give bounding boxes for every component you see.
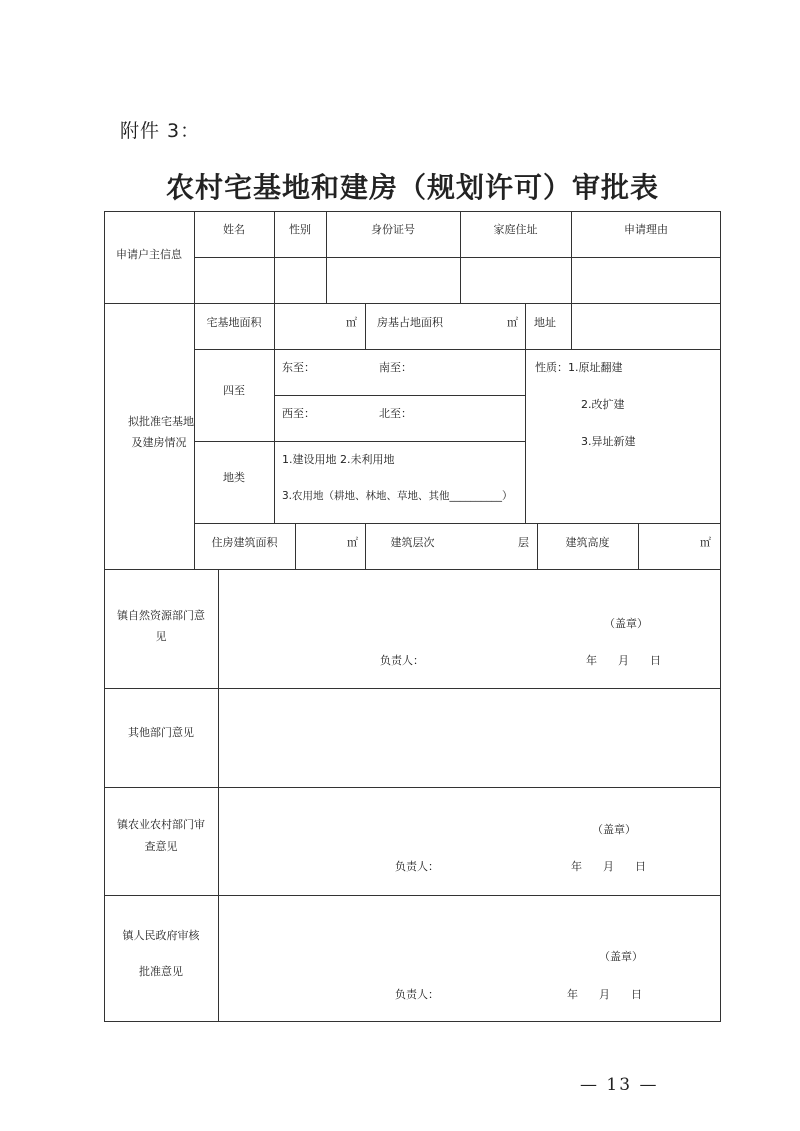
address-label: 地址 bbox=[534, 316, 556, 329]
building-area-label: 住房建筑面积 bbox=[211, 536, 278, 549]
nature-option-relocate: 3.异址新建 bbox=[581, 435, 636, 448]
column-header-id-number: 身份证号 bbox=[371, 223, 415, 236]
land-type-line1: 1.建设用地 2.未利用地 bbox=[282, 453, 395, 466]
grid-line bbox=[194, 523, 721, 524]
grid-line bbox=[295, 523, 296, 569]
seal-note: （盖章） bbox=[599, 950, 643, 963]
page-number: — 13 — bbox=[580, 1075, 659, 1095]
homestead-area-unit: ㎡ bbox=[346, 316, 357, 329]
land-type-label: 地类 bbox=[223, 471, 245, 484]
person-in-charge-label: 负责人： bbox=[380, 654, 424, 667]
approval-form-table bbox=[104, 211, 721, 1022]
applicant-info-label: 申请户主信息 bbox=[116, 248, 182, 261]
floors-label: 建筑层次 bbox=[390, 536, 435, 549]
grid-line bbox=[638, 523, 639, 569]
building-area-unit: ㎡ bbox=[347, 536, 358, 549]
proposed-section-label: 拟批准宅基地 bbox=[128, 415, 194, 428]
height-unit: ㎡ bbox=[700, 536, 711, 549]
grid-line bbox=[104, 787, 721, 788]
floors-unit: 层 bbox=[518, 536, 529, 549]
date-line: 年 月 日 bbox=[586, 654, 661, 667]
person-in-charge-label: 负责人： bbox=[395, 860, 439, 873]
north-boundary: 北至： bbox=[379, 407, 412, 420]
south-boundary: 南至： bbox=[379, 361, 412, 374]
grid-line bbox=[194, 441, 525, 442]
grid-line bbox=[104, 303, 721, 304]
homestead-area-label: 宅基地面积 bbox=[206, 316, 262, 329]
nature-label: 性质：1.原址翻建 bbox=[535, 361, 623, 374]
column-header-gender: 性别 bbox=[289, 223, 311, 236]
page-title: 农村宅基地和建房（规划许可）审批表 bbox=[165, 171, 659, 204]
seal-note: （盖章） bbox=[604, 617, 648, 630]
footprint-area-unit: ㎡ bbox=[507, 316, 518, 329]
proposed-section-label-line2: 及建房情况 bbox=[131, 436, 187, 449]
grid-line bbox=[104, 688, 721, 689]
column-header-name: 姓名 bbox=[223, 223, 245, 236]
west-boundary: 西至： bbox=[282, 407, 315, 420]
column-header-reason: 申请理由 bbox=[624, 223, 668, 236]
agriculture-opinion-label-line2: 查意见 bbox=[144, 840, 178, 853]
east-boundary: 东至： bbox=[282, 361, 315, 374]
grid-line bbox=[218, 569, 219, 1022]
column-header-home-address: 家庭住址 bbox=[493, 223, 538, 236]
attachment-label: 附件 3： bbox=[120, 120, 201, 142]
land-type-line2: 3.农用地（耕地、林地、草地、其他__________） bbox=[282, 490, 513, 502]
government-approval-label-line2: 批准意见 bbox=[139, 965, 183, 978]
date-line: 年 月 日 bbox=[567, 988, 642, 1001]
grid-line bbox=[525, 303, 526, 523]
boundaries-label: 四至 bbox=[223, 384, 245, 397]
nature-option-expand: 2.改扩建 bbox=[581, 398, 625, 411]
other-departments-opinion-label: 其他部门意见 bbox=[128, 726, 194, 739]
footprint-area-label: 房基占地面积 bbox=[377, 316, 443, 329]
natural-resources-opinion-label-line2: 见 bbox=[155, 630, 167, 643]
agriculture-opinion-label: 镇农业农村部门审 bbox=[117, 818, 205, 831]
height-label: 建筑高度 bbox=[565, 536, 610, 549]
government-approval-label: 镇人民政府审核 bbox=[122, 929, 200, 942]
grid-line bbox=[274, 303, 275, 523]
grid-line bbox=[104, 895, 721, 896]
grid-line bbox=[571, 303, 572, 349]
date-line: 年 月 日 bbox=[571, 860, 646, 873]
seal-note: （盖章） bbox=[592, 823, 636, 836]
person-in-charge-label: 负责人： bbox=[395, 988, 439, 1001]
natural-resources-opinion-label: 镇自然资源部门意 bbox=[117, 609, 205, 622]
grid-line bbox=[274, 395, 525, 396]
grid-line bbox=[104, 569, 721, 570]
